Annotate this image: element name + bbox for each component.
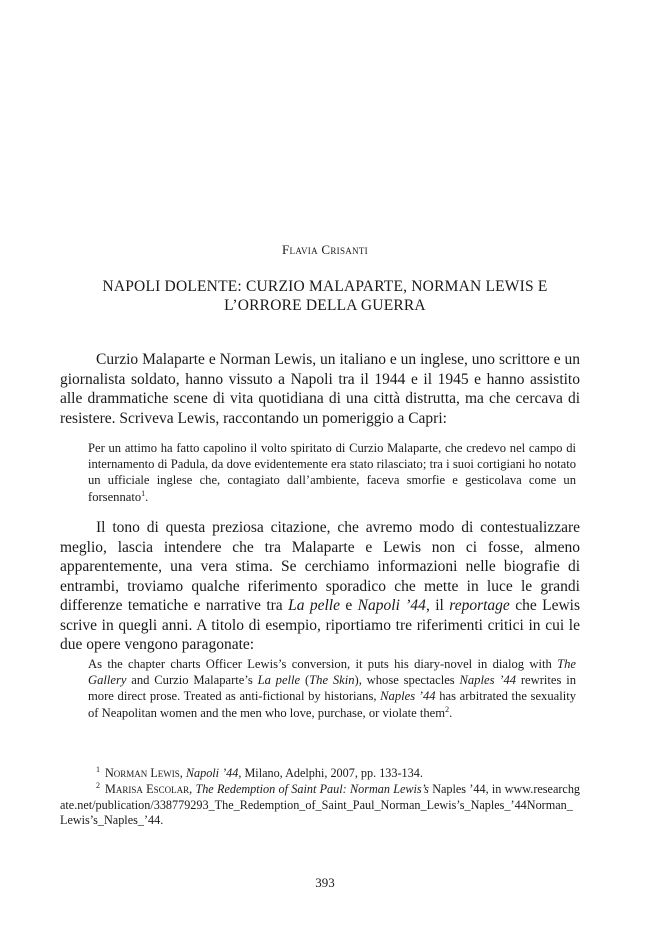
footnote-work-title: The Redemption of Saint Paul: Norman Lewis’s <box>195 781 429 796</box>
quote-2-text: has arbitrated the sexuality of Neapolitan women and the men who love, purchase, or violate them <box>88 689 577 720</box>
block-quote-1: Per un attimo ha fatto capolino il volto spiritato di Curzio Malaparte, che credevo nel campo di internamento di Padula, da dove evidentemente era stato rilasciato; tra i suoi cortigiani ho notato un ufficiale inglese che, contagiato dall’ambiente, faceva smorfie e gesticolava come un forsennato$^1$. <box>88 441 576 504</box>
footnote-details: Naples ’44, in www.researchgate.net/publication/338779293_The_Redemption_of_Saint_Paul_Norman_Lewis’s_Naples_’44Norman_Lewis’s_Naples_’44. <box>60 781 581 828</box>
footnote-details: , Milano, Adelphi, 2007, pp. 133-134. <box>238 766 423 780</box>
page-number: 393 <box>315 875 335 890</box>
footnote-ref-2[interactable]: 2 <box>445 704 450 714</box>
footnote-1: $^1$ Norman Lewis, Napoli ’44, Milano, Adelphi, 2007, pp. 133-134. <box>96 764 423 780</box>
quote-2-text: ( <box>300 673 310 688</box>
footnote-number: 1 <box>96 764 100 774</box>
footnotes <box>60 766 580 829</box>
block-quote-1-text: Per un attimo ha fatto capolino il volto spiritato di Curzio Malaparte, che credevo nel campo di internamento di Padula, da dove evidentemente era stato rilasciato; tra i suoi cortigiani ho notato un ufficiale inglese che, contagiato dall’ambiente, faceva smorfie e gesticolava come un forsennato <box>88 441 576 504</box>
chapter-title <box>90 277 560 315</box>
chapter-title-line-1: NAPOLI DOLENTE: CURZIO MALAPARTE, NORMAN LEWIS E <box>102 278 548 295</box>
work-title-italic: The Gallery <box>88 657 576 688</box>
work-title-italic: La pelle <box>257 673 301 688</box>
quote-2-text: rewrites in more direct prose. Treated as anti-fictional by historians, <box>88 673 577 704</box>
italic-term: reportage <box>449 597 510 614</box>
body-paragraph-1: Curzio Malaparte e Norman Lewis, un italiano e un inglese, uno scrittore e un giornalista soldato, hanno vissuto a Napoli tra il 1944 e il 1945 e hanno assistito alle drammatiche scene di vita quotidiana di una città distrutta, ma che cercava di resistere. Scriveva Lewis, raccontando un pomeriggio a Capri: <box>60 351 580 427</box>
work-title-italic: Napoli ’44 <box>357 597 426 614</box>
quote-2-text: As the chapter charts Officer Lewis’s conversion, it puts his diary-novel in dialog with <box>88 657 558 671</box>
work-title-italic: La pelle <box>288 597 340 614</box>
work-title-italic: Naples ’44 <box>459 673 517 688</box>
footnote-ref-1[interactable]: 1 <box>141 488 146 498</box>
work-title-italic: The Skin <box>309 673 355 688</box>
author-name: Flavia Crisanti <box>282 242 368 257</box>
footnote-work-title: Napoli ’44 <box>185 766 239 780</box>
quote-2-text: ), whose spectacles <box>354 673 460 688</box>
body-paragraph-2 <box>60 518 580 655</box>
footnote-author: Marisa Escolar <box>105 781 190 796</box>
paragraph-2-text: che Lewis scrive in quegli anni. A titolo di esempio, riportiamo tre riferimenti critici in cui le due opere vengono paragonate: <box>60 597 580 653</box>
block-quote-2: As the chapter charts Officer Lewis’s conversion, it puts his diary-novel in dialog with The Gallery and Curzio Malaparte’s La pelle (The Skin), whose spectacles Naples ’44 rewrites in more direct prose. Treated as anti-fictional by historians, Naples ’44 has arbitrated the sexuality of Neapolitan women and the men who love, purchase, or violate them$^2$. <box>88 657 577 720</box>
paragraph-2-text: e <box>339 597 358 614</box>
paragraph-2-text: Il tono di questa preziosa citazione, che avremo modo di contestualizzare meglio, lascia intendere che tra Malaparte e Lewis non ci fosse, almeno apparentemente, una vera stima. Se cerchiamo informazioni nelle biografie di entrambi, troviamo qualche riferimento sporadico che mette in luce le grandi differenze tematiche e narrative tra <box>60 519 580 614</box>
chapter-title-line-2: L’ORRORE DELLA GUERRA <box>224 297 426 314</box>
work-title-italic: Naples ’44 <box>380 689 436 704</box>
footnote-author: Norman Lewis <box>105 766 180 780</box>
footnote-number: 2 <box>96 780 100 790</box>
footnote-2: $^2$ Marisa Escolar, The Redemption of Saint Paul: Norman Lewis’s Naples ’44, in www.researchgate.net/publication/338779293_The_Redemption_of_Saint_Paul_Norman_Lewis’s_Naples_’44Norman_Lewis’s_Naples_’44. <box>60 780 581 828</box>
paragraph-2-text: , il <box>425 597 450 614</box>
quote-2-text: and Curzio Malaparte’s <box>126 673 258 688</box>
